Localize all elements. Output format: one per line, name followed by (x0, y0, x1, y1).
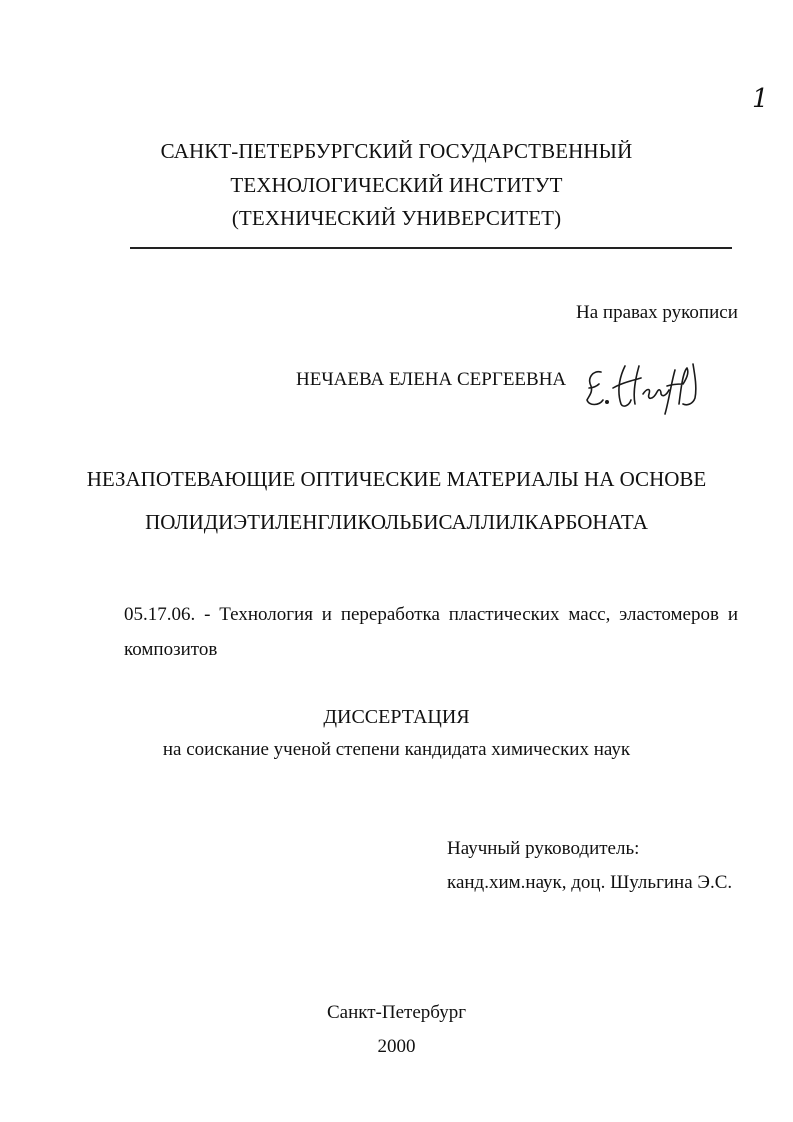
supervisor-label: Научный руководитель: (447, 838, 640, 859)
rights-note: На правах рукописи (576, 302, 738, 323)
city: Санкт-Петербург (326, 1002, 466, 1023)
author-name: НЕЧАЕВА ЕЛЕНА СЕРГЕЕВНА (296, 369, 567, 390)
document-type: ДИССЕРТАЦИЯ (323, 706, 470, 728)
year: 2000 (377, 1036, 416, 1057)
title-line-1: НЕЗАПОТЕВАЮЩИЕ ОПТИЧЕСКИЕ МАТЕРИАЛЫ НА ОСНОВЕ (86, 467, 707, 491)
specialty-line-1: 05.17.06. - Технология и переработка пластических масс, эластомеров и (124, 604, 738, 625)
institution-line-1: САНКТ-ПЕТЕРБУРГСКИЙ ГОСУДАРСТВЕННЫЙ (160, 139, 633, 163)
institution-line-2: ТЕХНОЛОГИЧЕСКИЙ ИНСТИТУТ (230, 173, 563, 197)
degree-statement: на соискание ученой степени кандидата химических наук (162, 739, 631, 760)
title-line-2: ПОЛИДИЭТИЛЕНГЛИКОЛЬБИСАЛЛИЛКАРБОНАТА (145, 510, 648, 534)
page-number: 1 (752, 84, 769, 114)
header-divider (130, 247, 732, 249)
supervisor-name: канд.хим.наук, доц. Шульгина Э.С. (447, 872, 733, 893)
specialty-line-2: композитов (124, 639, 218, 660)
author-signature (583, 358, 708, 420)
institution-line-3: (ТЕХНИЧЕСКИЙ УНИВЕРСИТЕТ) (231, 206, 562, 230)
